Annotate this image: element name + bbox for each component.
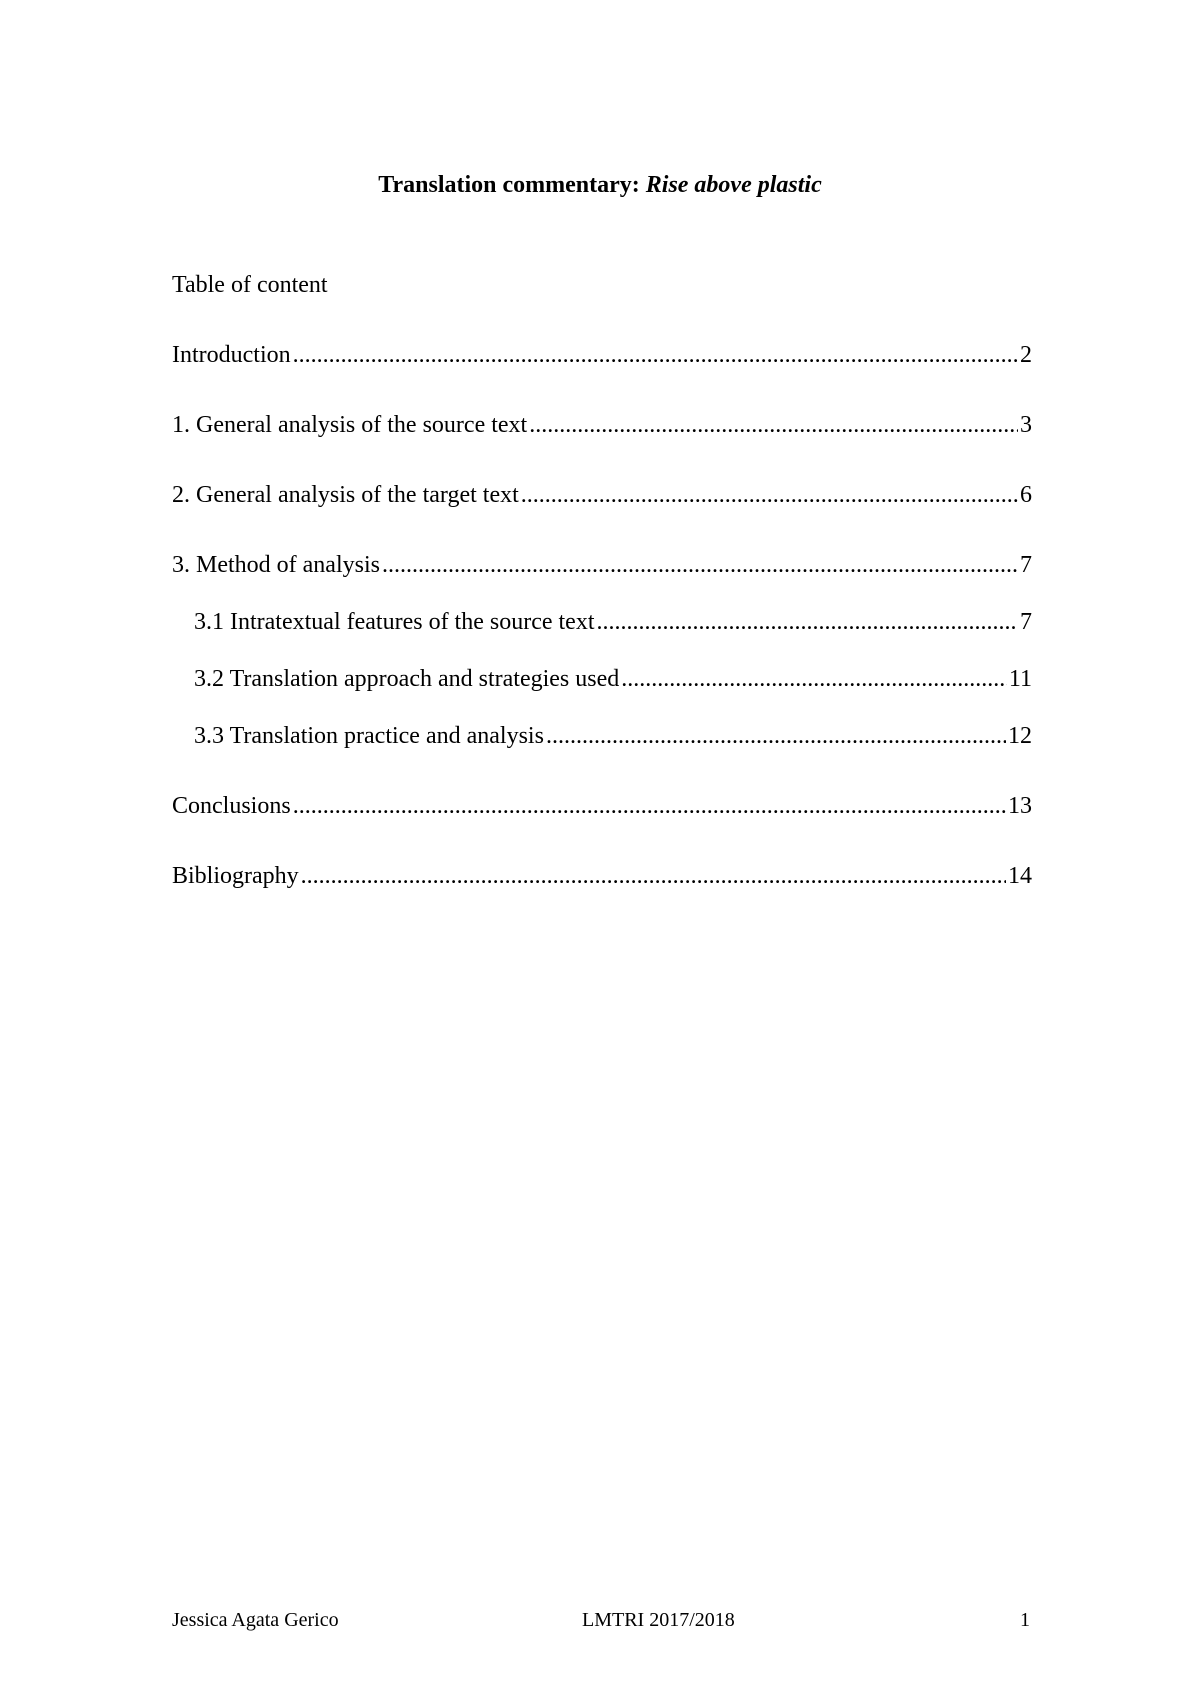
footer-course: LMTRI 2017/2018	[582, 1609, 735, 1631]
dot-leader	[293, 791, 1006, 821]
toc-entry-bibliography[interactable]	[172, 861, 1032, 891]
toc-page-number: 12	[1008, 723, 1032, 749]
toc-entry-conclusions[interactable]	[172, 791, 1032, 821]
toc-entry-label: Bibliography	[172, 863, 299, 889]
dot-leader	[621, 664, 1007, 694]
toc-entry-label: Introduction	[172, 342, 291, 368]
toc-entry-label: 1. General analysis of the source text	[172, 412, 528, 438]
toc-page-number: 11	[1008, 666, 1032, 692]
dot-leader	[529, 410, 1018, 440]
toc-entry-approach[interactable]	[194, 664, 1032, 694]
toc-entry-label: 3.1 Intratextual features of the source text	[194, 609, 595, 635]
toc-entry-label: 2. General analysis of the target text	[172, 482, 519, 508]
toc-entry-label: 3.3 Translation practice and analysis	[194, 723, 544, 749]
dot-leader	[293, 340, 1018, 370]
document-title	[0, 172, 1200, 199]
toc-page-number: 13	[1008, 793, 1032, 819]
title-italic: Rise above plastic	[645, 172, 822, 198]
dot-leader	[382, 550, 1018, 580]
dot-leader	[521, 480, 1018, 510]
toc-entry-target-text[interactable]	[172, 480, 1032, 510]
dot-leader	[597, 607, 1019, 637]
toc-entry-introduction[interactable]	[172, 340, 1032, 370]
toc-page-number: 7	[1020, 609, 1032, 635]
toc-page-number: 6	[1020, 482, 1032, 508]
toc-entry-label: 3.2 Translation approach and strategies used	[194, 666, 620, 692]
title-prefix: Translation commentary:	[378, 172, 646, 198]
toc-heading: Table of content	[172, 272, 328, 298]
toc-entry-method[interactable]	[172, 550, 1032, 580]
toc-page-number: 14	[1008, 863, 1032, 889]
dot-leader	[301, 861, 1006, 891]
toc-entry-source-text[interactable]	[172, 410, 1032, 440]
footer-page-number: 1	[1020, 1609, 1030, 1631]
toc-page-number: 7	[1020, 552, 1032, 578]
toc-entry-label: Conclusions	[172, 793, 291, 819]
toc-page-number: 2	[1020, 342, 1032, 368]
toc-page-number: 3	[1020, 412, 1032, 438]
toc-entry-label: 3. Method of analysis	[172, 552, 380, 578]
toc-entry-intratextual[interactable]	[194, 607, 1032, 637]
footer-author: Jessica Agata Gerico	[172, 1609, 339, 1631]
toc-entry-practice[interactable]	[194, 721, 1032, 751]
dot-leader	[546, 721, 1006, 751]
